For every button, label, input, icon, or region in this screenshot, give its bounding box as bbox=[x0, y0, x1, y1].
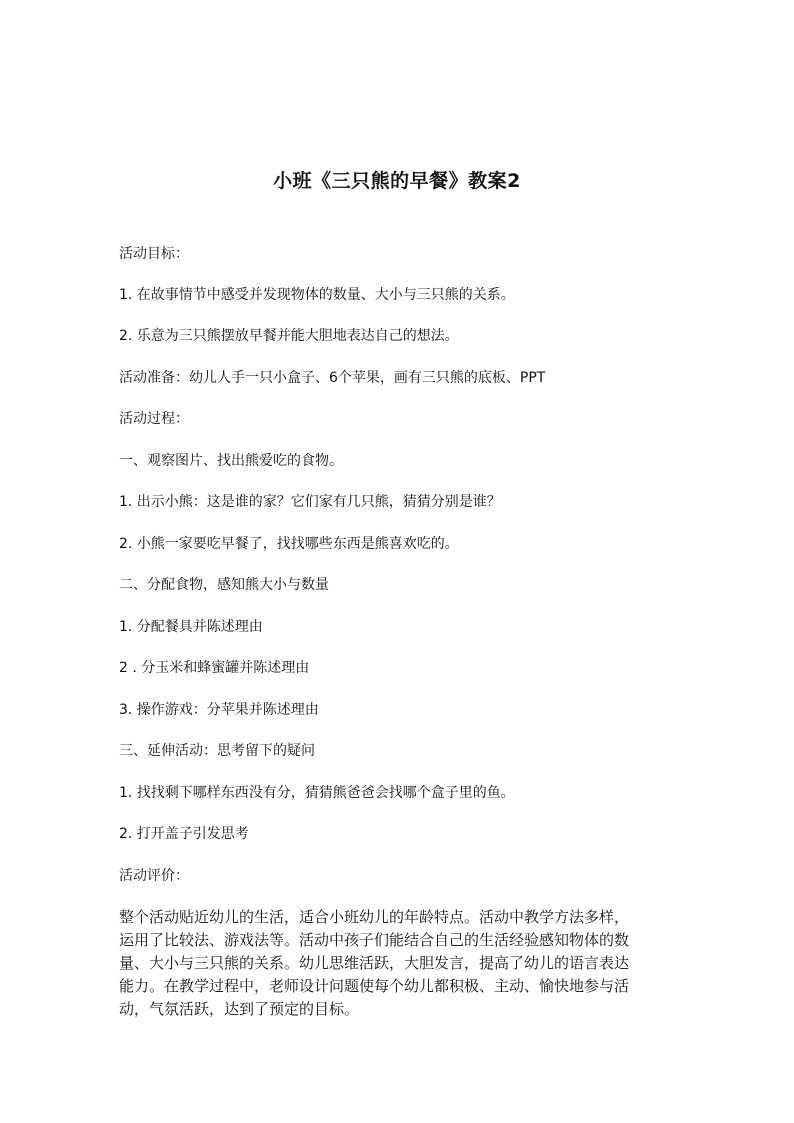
process-step-2-heading: 二、分配食物，感知熊大小与数量 bbox=[119, 577, 329, 593]
evaluation-paragraph bbox=[119, 906, 679, 1021]
evaluation-line-4: 能力。在教学过程中，老师设计问题使每个幼儿都积极、主动、愉快地参与活 bbox=[119, 977, 630, 995]
document-title: 小班《三只熊的早餐》教案2 bbox=[273, 170, 521, 192]
preparation-line: 活动准备：幼儿人手一只小盒子、6个苹果，画有三只熊的底板、PPT bbox=[119, 370, 546, 386]
section-heading-process: 活动过程： bbox=[119, 411, 189, 427]
evaluation-line-1: 整个活动贴近幼儿的生活，适合小班幼儿的年龄特点。活动中教学方法多样， bbox=[119, 908, 630, 926]
process-step-1-item-1: 1. 出示小熊：这是谁的家？它们家有几只熊，猜猜分别是谁？ bbox=[119, 494, 501, 510]
process-step-2-item-2: 2 . 分玉米和蜂蜜罐并陈述理由 bbox=[119, 660, 310, 676]
process-step-3-item-1: 1. 找找剩下哪样东西没有分，猜猜熊爸爸会找哪个盒子里的鱼。 bbox=[119, 785, 515, 801]
evaluation-line-3: 量、大小与三只熊的关系。幼儿思维活跃，大胆发言，提高了幼儿的语言表达 bbox=[119, 954, 630, 972]
process-step-1-item-2: 2. 小熊一家要吃早餐了，找找哪些东西是熊喜欢吃的。 bbox=[119, 536, 459, 552]
goal-item-2: 2. 乐意为三只熊摆放早餐并能大胆地表达自己的想法。 bbox=[119, 328, 459, 344]
process-step-3-item-2: 2. 打开盖子引发思考 bbox=[119, 826, 249, 842]
goal-item-1: 1. 在故事情节中感受并发现物体的数量、大小与三只熊的关系。 bbox=[119, 287, 515, 303]
process-step-3-heading: 三、延伸活动：思考留下的疑问 bbox=[119, 743, 315, 759]
section-heading-evaluation: 活动评价： bbox=[119, 868, 189, 884]
section-heading-goals: 活动目标： bbox=[119, 246, 189, 262]
process-step-2-item-3: 3. 操作游戏：分苹果并陈述理由 bbox=[119, 702, 319, 718]
process-step-2-item-1: 1. 分配餐具并陈述理由 bbox=[119, 619, 263, 635]
evaluation-line-2: 运用了比较法、游戏法等。活动中孩子们能结合自己的生活经验感知物体的数 bbox=[119, 931, 630, 949]
evaluation-line-5: 动，气氛活跃，达到了预定的目标。 bbox=[119, 1000, 360, 1018]
process-step-1-heading: 一、观察图片、找出熊爱吃的食物。 bbox=[119, 453, 343, 469]
